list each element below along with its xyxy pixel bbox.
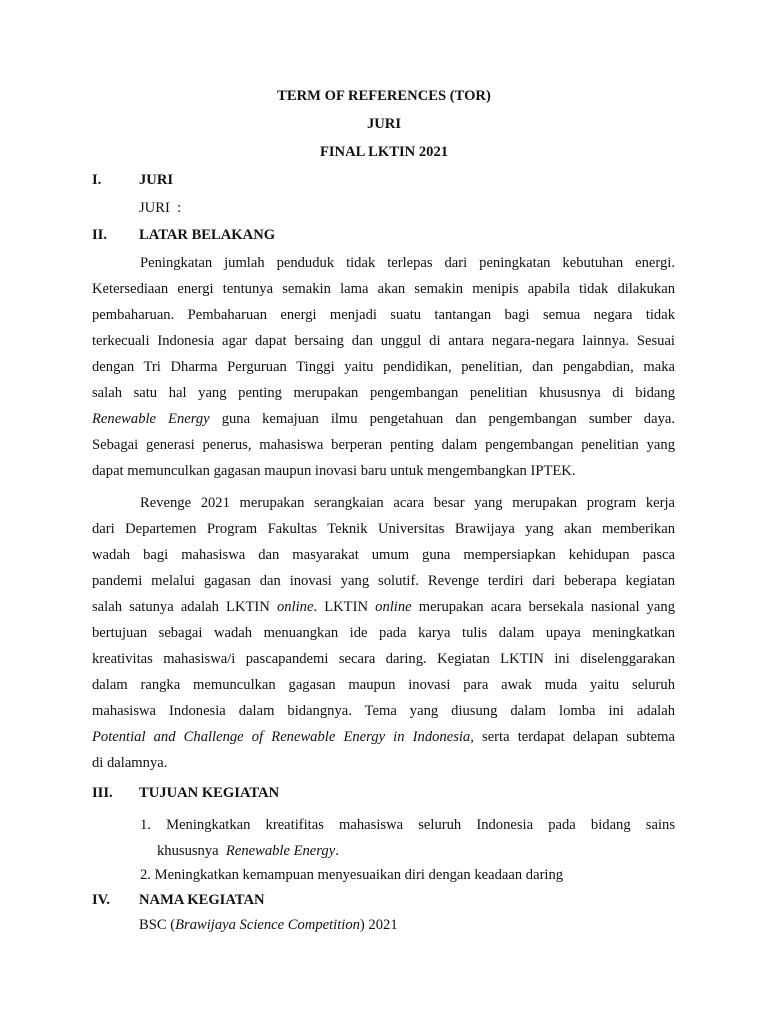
- title-line-2: JURI: [366, 116, 402, 132]
- paragraph-line: pembaharuan. Pembaharuan energi menjadi suatu tantangan bagi semua negara tidak: [92, 307, 675, 323]
- paragraph-line: dalam rangka memunculkan gagasan maupun inovasi para awak muda yaitu seluruh: [92, 677, 675, 693]
- paragraph-line: salah satu hal yang penting merupakan pengembangan penelitian khususnya di bidang: [92, 385, 675, 401]
- section-3-number: III.: [92, 785, 113, 801]
- paragraph-line: dari Departemen Program Fakultas Teknik Universitas Brawijaya yang akan memberikan: [92, 521, 675, 537]
- paragraph-line: Peningkatan jumlah penduduk tidak terlepas dari peningkatan kebutuhan energi.: [140, 255, 675, 271]
- paragraph-line: Potential and Challenge of Renewable Energy in Indonesia, serta terdapat delapan subtema: [92, 729, 675, 745]
- paragraph-line: dapat memunculkan gagasan maupun inovasi baru untuk mengembangkan IPTEK.: [92, 463, 576, 479]
- section-2-heading: LATAR BELAKANG: [139, 227, 276, 243]
- section-2-number: II.: [92, 227, 108, 243]
- term-renewable-energy: Renewable Energy: [225, 843, 336, 859]
- term-online: online: [276, 599, 314, 615]
- paragraph-line: terkecuali Indonesia agar dapat bersaing dan unggul di antara negara-negara lainnya. Sesuai: [92, 333, 675, 349]
- paragraph-line: Revenge 2021 merupakan serangkaian acara besar yang merupakan program kerja: [140, 495, 675, 511]
- section-4-heading: NAMA KEGIATAN: [139, 892, 265, 908]
- title-line-1: TERM OF REFERENCES (TOR): [277, 88, 491, 104]
- section-1-heading: JURI: [139, 172, 174, 188]
- paragraph-line: kreativitas mahasiswa/i pascapandemi secara daring. Kegiatan LKTIN ini diselenggarakan: [92, 651, 675, 667]
- objective-item-1: 1. Meningkatkan kreatifitas mahasiswa seluruh Indonesia pada bidang sains: [140, 817, 675, 833]
- term-renewable-energy: Renewable Energy: [92, 411, 210, 427]
- paragraph-line: pandemi melalui gagasan dan inovasi yang solutif. Revenge terdiri dari beberapa kegiatan: [92, 573, 675, 589]
- theme-title: Potential and Challenge of Renewable Energy in Indonesia,: [92, 729, 474, 745]
- paragraph-line: salah satunya adalah LKTIN online. LKTIN online merupakan acara bersekala nasional yang: [92, 599, 675, 615]
- objective-item-2: 2. Meningkatkan kemampuan menyesuaikan diri dengan keadaan daring: [140, 867, 564, 883]
- paragraph-line: wadah bagi mahasiswa dan masyarakat umum guna mempersiapkan kehidupan pasca: [92, 547, 675, 563]
- paragraph-line: bertujuan sebagai wadah menuangkan ide pada karya tulis dalam upaya meningkatkan: [92, 625, 675, 641]
- event-name: Brawijaya Science Competition: [175, 917, 360, 933]
- section-1-content: JURI :: [139, 200, 182, 216]
- section-1-number: I.: [92, 172, 102, 188]
- section-3-heading: TUJUAN KEGIATAN: [139, 785, 280, 801]
- paragraph-line: dengan Tri Dharma Perguruan Tinggi yaitu pendidikan, penelitian, dan pengabdian, maka: [92, 359, 675, 375]
- term-online: online: [375, 599, 412, 615]
- paragraph-line: di dalamnya.: [92, 755, 168, 771]
- paragraph-line: mahasiswa Indonesia dalam bidangnya. Tema yang diusung dalam lomba ini adalah: [92, 703, 675, 719]
- paragraph-line: Renewable Energy guna kemajuan ilmu pengetahuan dan pengembangan sumber daya.: [92, 411, 675, 427]
- paragraph-line: Sebagai generasi penerus, mahasiswa berperan penting dalam pengembangan penelitian yang: [92, 437, 675, 453]
- paragraph-line: Ketersediaan energi tentunya semakin lama akan semakin menipis apabila tidak dilakukan: [92, 281, 675, 297]
- section-4-content: BSC (Brawijaya Science Competition) 2021: [139, 917, 398, 933]
- objective-item-1-continued: khususnya Renewable Energy.: [157, 843, 339, 859]
- section-4-number: IV.: [92, 892, 110, 908]
- title-line-3: FINAL LKTIN 2021: [319, 144, 449, 160]
